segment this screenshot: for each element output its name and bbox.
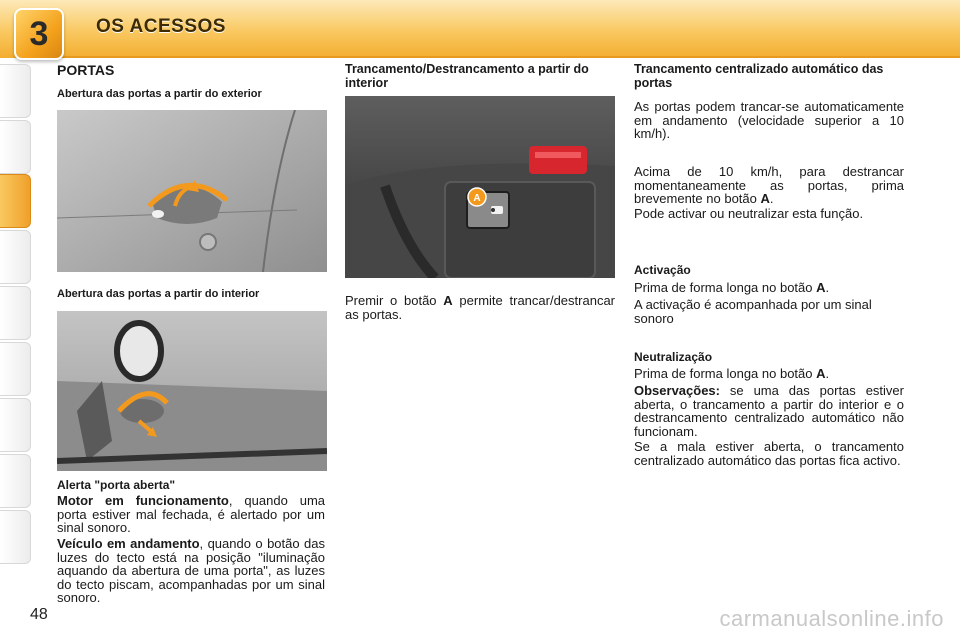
exterior-door-handle-photo: [57, 110, 327, 272]
chapter-tab[interactable]: [0, 230, 31, 284]
observations-text: se uma das portas estiver aberta, o trancamento a partir do interior e o destrancamento centralizado automático não funcionam.: [634, 383, 904, 439]
unlock-momentary-end: .: [769, 191, 774, 206]
auto-locking-paragraph: As portas podem trancar-se automaticamente em andamento (velocidade superior a 10 km/h).: [634, 99, 904, 141]
unlock-momentary-paragraph: [634, 165, 904, 206]
interior-locking-text-a: Premir o botão: [345, 293, 444, 308]
alert-moving-paragraph: [57, 537, 325, 605]
chapter-tab[interactable]: [0, 454, 31, 508]
interior-locking-title: Trancamento/Destrancamento a partir do interior: [345, 62, 589, 90]
alert-engine-running-paragraph: [57, 494, 325, 535]
observations-paragraph: [634, 384, 904, 438]
unlock-momentary-text: Acima de 10 km/h, para destrancar momentaneamente as portas, prima brevemente no botão: [634, 164, 904, 206]
locking-button-photo: [345, 96, 615, 278]
chapter-tab[interactable]: [0, 286, 31, 340]
chapter-number-badge: 3: [14, 8, 64, 60]
interior-locking-button-ref: A: [443, 293, 453, 308]
chapter-tabs: [0, 64, 32, 584]
alert-title: Alerta "porta aberta": [57, 478, 176, 492]
activation-instruction: [634, 281, 904, 295]
vehicle-moving-label: Veículo em andamento: [57, 536, 200, 551]
button-a-label: A: [473, 193, 481, 204]
neutralization-button-ref: A: [816, 366, 826, 381]
activation-title: Activação: [634, 263, 691, 277]
chapter-tab[interactable]: [0, 64, 31, 118]
chapter-tab[interactable]: [0, 342, 31, 396]
neutralization-title: Neutralização: [634, 350, 713, 364]
interior-door-handle-photo: [57, 311, 327, 471]
chapter-tab[interactable]: [0, 120, 31, 174]
auto-locking-title: Trancamento centralizado automático das portas: [634, 62, 884, 90]
vehicle-moving-text: , quando o botão das luzes do tecto está na posição "iluminação aquando da abertura de uma porta", as luzes do tecto piscam, acompanhadas por um sinal sonoro.: [57, 536, 325, 605]
activation-instruction-text: Prima de forma longa no botão: [634, 280, 817, 295]
chapter-tab[interactable]: [0, 510, 31, 564]
subheading-exterior: Abertura das portas a partir do exterior: [57, 88, 262, 100]
activation-instruction-end: .: [825, 280, 830, 295]
engine-running-text: , quando uma porta estiver mal fechada, é alertado por um sinal sonoro.: [57, 493, 325, 535]
subheading-interior: Abertura das portas a partir do interior: [57, 288, 260, 300]
unlock-momentary-button-ref: A: [760, 191, 770, 206]
trunk-open-paragraph: Se a mala estiver aberta, o trancamento centralizado automático das portas fica activo.: [634, 439, 904, 468]
interior-locking-text-b: permite trancar/destrancar as portas.: [345, 293, 615, 322]
neutralization-instruction-text: Prima de forma longa no botão: [634, 366, 817, 381]
neutralization-instruction-end: .: [825, 366, 830, 381]
chapter-tab[interactable]: [0, 398, 31, 452]
page-number: 48: [30, 606, 48, 623]
section-title: PORTAS: [57, 62, 115, 78]
chapter-title: OS ACESSOS: [96, 16, 226, 37]
toggle-function-paragraph: Pode activar ou neutralizar esta função.: [634, 206, 864, 221]
activation-button-ref: A: [816, 280, 826, 295]
header-rule: [60, 56, 960, 58]
activation-note: A activação é acompanhada por um sinal sonoro: [634, 297, 872, 326]
observations-label: Observações:: [634, 383, 720, 398]
watermark: carmanualsonline.info: [719, 606, 944, 631]
neutralization-instruction: [634, 367, 904, 381]
engine-running-label: Motor em funcionamento: [57, 493, 229, 508]
interior-locking-paragraph: [345, 294, 615, 321]
chapter-tab-active[interactable]: [0, 174, 31, 228]
